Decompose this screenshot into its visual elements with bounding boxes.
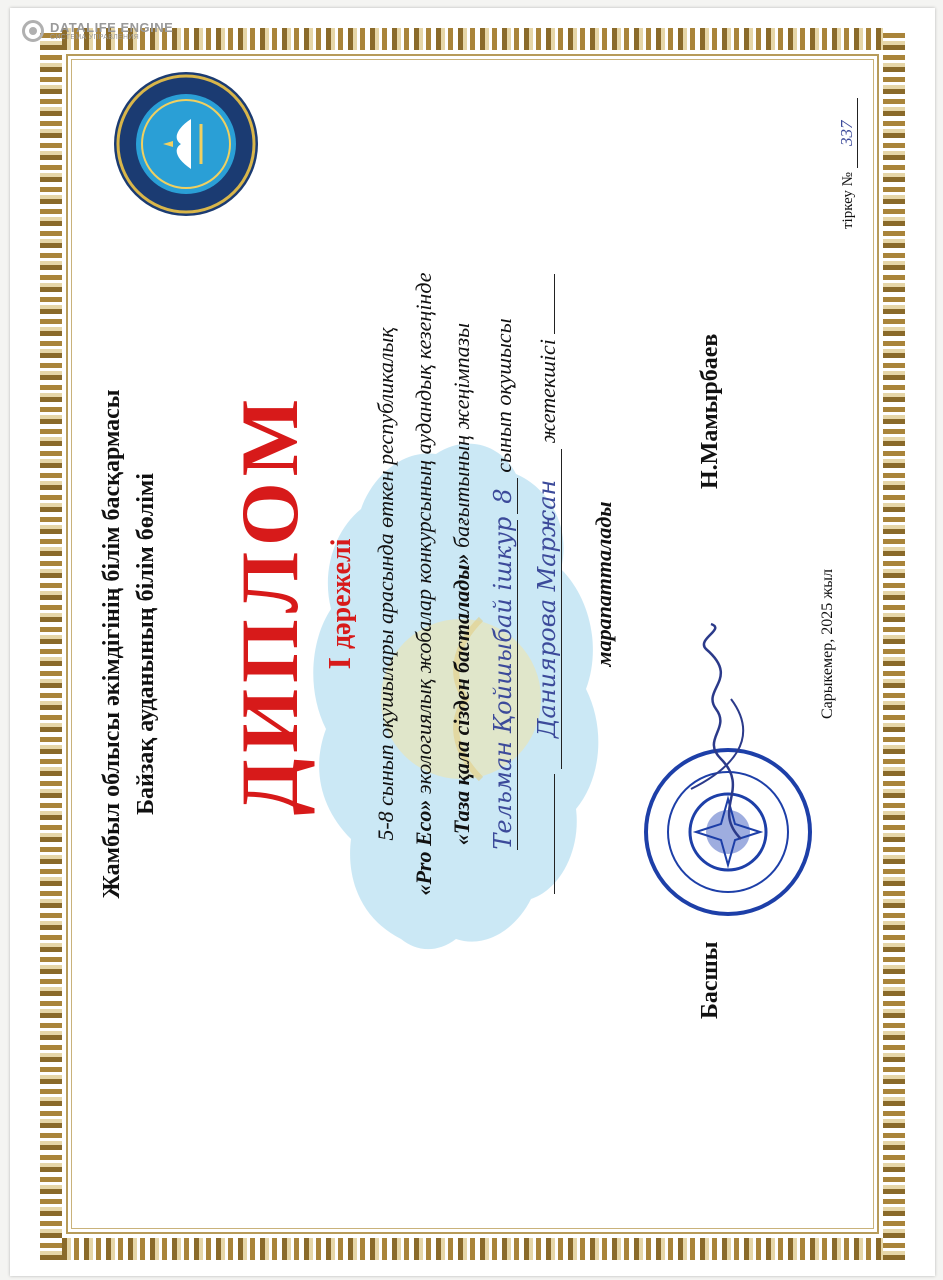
body-line-3 (449, 0, 475, 1169)
signature-left-label: Басшы (697, 941, 723, 1019)
watermark-brand: DATALIFE ENGINE (50, 19, 174, 35)
watermark-logo-icon (22, 20, 44, 42)
body-line-2 (411, 0, 437, 1169)
header-line-2: Байзақ ауданының білім бөлімі (133, 473, 159, 815)
frame-bottom-border (40, 1238, 905, 1260)
body-line-5 (533, 0, 562, 1169)
registration-number (837, 98, 858, 229)
signature-icon (671, 619, 771, 849)
place-year: Сарыкемер, 2025 жыл (819, 569, 836, 720)
grade-text: сынып оқушысы (491, 318, 516, 479)
registration-label: тіркеу № (840, 172, 856, 229)
diploma-content (71, 59, 874, 1229)
frame-left-border (40, 28, 62, 1260)
watermark (22, 20, 173, 42)
header-line-1: Жамбыл облысы әкімдігінің білім басқармасы (99, 389, 125, 899)
contest-name: «Pro Eco» (411, 799, 436, 896)
degree-word: дәрежелі (326, 538, 357, 649)
body-line-3-rest: бағытының жеңімпазы (449, 322, 474, 554)
student-handwritten: Даниярова Маржан (533, 449, 562, 769)
degree-line (321, 19, 358, 1189)
body-line-1: 5-8 сынып оқушылары арасында өткен республикалық (373, 327, 398, 841)
diploma-title: ДИПЛОМ (224, 392, 315, 816)
signature-right-name: Н.Мамырбаев (697, 333, 723, 489)
supervisor-label: жетекшісі (535, 339, 560, 444)
body-line-2-rest: экологиялық жобалар конкурсының аудандық кезеңінде (411, 272, 436, 800)
body-line-4 (489, 0, 518, 1169)
blank-underline-2 (554, 274, 555, 334)
registration-value: 337 (837, 98, 858, 168)
frame-right-border (883, 28, 905, 1260)
grade-handwritten: 8 (489, 478, 518, 514)
watermark-subtitle: СИСТЕМА УПРАВЛЕНИЯ (50, 33, 140, 41)
category-name: «Таза қала сізден басталады» (449, 553, 474, 846)
education-department-emblem-icon (111, 69, 261, 219)
school-handwritten: Тельман Қойшыбай ішкур (489, 516, 517, 850)
degree-numeral: I (321, 657, 357, 670)
awarded-line: марапатталады (591, 501, 616, 667)
blank-underline (554, 774, 555, 894)
